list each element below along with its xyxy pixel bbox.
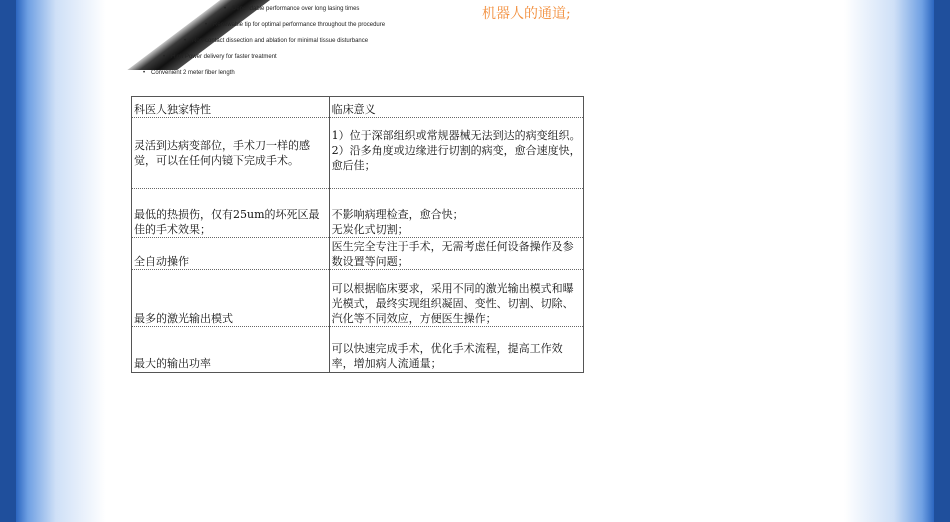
significance-cell: 可以快速完成手术，优化手术流程，提高工作效率，增加病人流通量； <box>329 327 583 373</box>
significance-cell: 可以根据临床要求，采用不同的激光输出模式和曝光模式，最终实现组织凝固、变性、切割、切除、汽化等不同效应，方便医生操作； <box>329 270 583 327</box>
significance-line: 1）位于深部组织或常规器械无法到达的病变组织。 <box>331 129 581 142</box>
table-row <box>132 189 584 238</box>
bullet-item: • High Power delivery for faster treatment <box>171 54 277 60</box>
significance-cell: 医生完全专注于手术，无需考虑任何设备操作及参数设置等问题； <box>329 238 583 270</box>
table-row <box>132 327 584 373</box>
table-row <box>132 118 584 189</box>
feature-cell: 最大的输出功率 <box>132 327 330 373</box>
significance-cell <box>329 118 583 189</box>
significance-line: 无炭化式切割； <box>331 223 409 236</box>
header-significance: 临床意义 <box>329 97 583 118</box>
significance-cell <box>329 189 583 238</box>
bullet-item: • Non-contact dissection and ablation for minimal tissue disturbance <box>192 38 368 44</box>
orange-heading-text: 机器人的通道; <box>482 6 571 22</box>
table-row <box>132 270 584 327</box>
feature-cell: 灵活到达病变部位，手术刀一样的感觉，可以在任何内镜下完成手术。 <box>132 118 330 189</box>
feature-cell: 最多的激光输出模式 <box>132 270 330 327</box>
header-feature: 科医人独家特性 <box>132 97 330 118</box>
bullet-item: • Dependable performance over long lasing times <box>232 6 359 12</box>
table-row <box>132 238 584 270</box>
feature-cell: 最低的热损伤，仅有25um的坏死区最佳的手术效果； <box>132 189 330 238</box>
features-table <box>131 96 584 373</box>
bullet-item: • Convenient 2 meter fiber length <box>151 70 235 76</box>
table-header-row <box>132 97 584 118</box>
feature-cell: 全自动操作 <box>132 238 330 270</box>
significance-line: 2）沿多角度或边缘进行切割的病变，愈合速度快，愈后佳； <box>331 144 581 172</box>
significance-line: 不影响病理检查，愈合快； <box>331 208 464 221</box>
bullet-item: • Renewable tip for optimal performance throughout the procedure <box>213 22 385 28</box>
